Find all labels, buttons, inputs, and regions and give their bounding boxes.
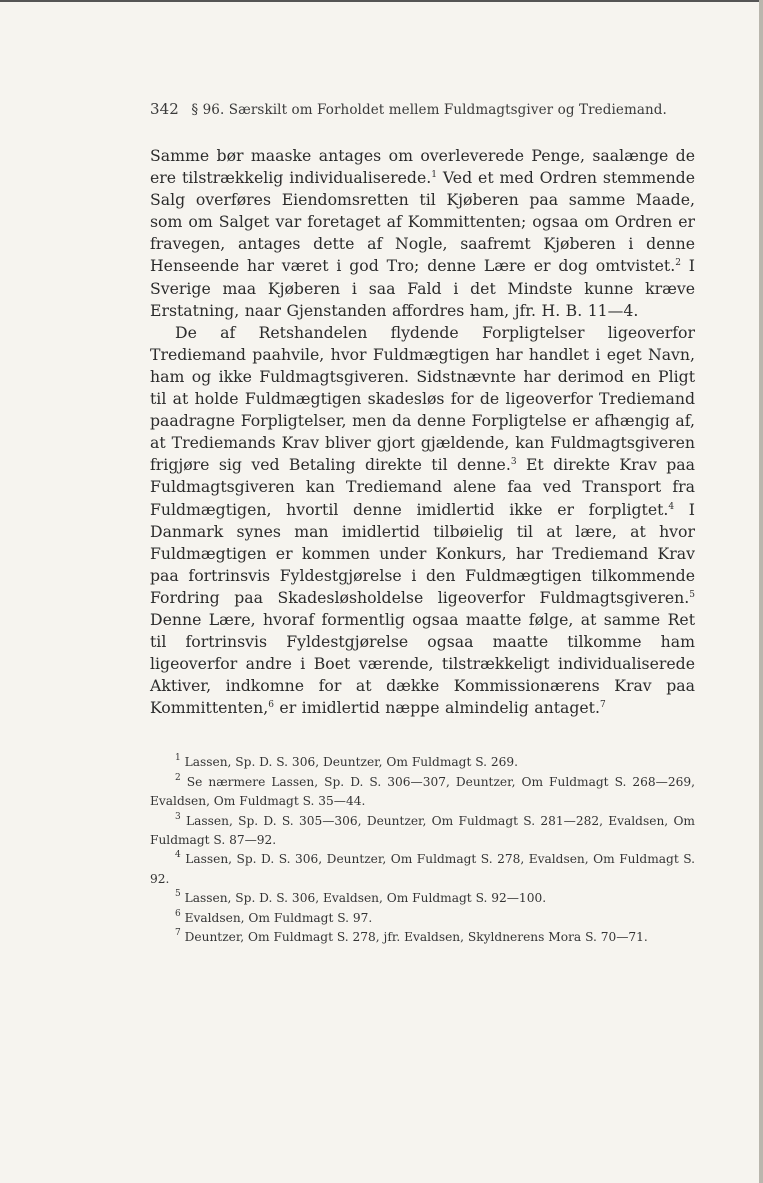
running-header	[150, 100, 695, 122]
text-run: Et direkte Krav paa Fuldmagtsgiveren kan Trediemand alene faa ved Transport fra Fuldmægtigen, hvortil denne imidlertid ikke er forpligtet.	[150, 455, 695, 519]
footnote-marker: 1	[175, 753, 181, 764]
footnote	[150, 812, 695, 851]
footnote-text: Lassen, Sp. D. S. 306, Deuntzer, Om Fuldmagt S. 269.	[184, 755, 519, 770]
footnote-ref: 5	[689, 589, 695, 600]
footnote-marker: 6	[175, 908, 181, 919]
footnote-ref: 7	[599, 700, 606, 711]
footnote-marker: 5	[175, 889, 181, 900]
footnote-text: Evaldsen, Om Fuldmagt S. 97.	[184, 910, 373, 925]
footnote	[150, 889, 695, 908]
text-run: Samme bør maaske antages om overleverede Penge, saalænge de ere tilstrækkelig individualiserede.	[150, 146, 695, 188]
text-run: er imidlertid næppe almindelig antaget.	[273, 698, 600, 718]
footnote	[150, 850, 695, 889]
footnote-text: Deuntzer, Om Fuldmagt S. 278, jfr. Evaldsen, Skyldnerens Mora S. 70—71.	[184, 930, 648, 945]
body-text	[150, 145, 695, 719]
footnote-ref: 2	[675, 258, 681, 269]
footnote-ref: 1	[431, 170, 437, 181]
footnote-text: Lassen, Sp. D. S. 306, Evaldsen, Om Fuldmagt S. 92—100.	[184, 891, 547, 906]
text-run: Denne Lære, hvoraf formentlig ogsaa maatte følge, at samme Ret til fortrinsvis Fyldestgjørelse ogsaa maatte tilkomme ham ligeoverfor andre i Boet værende, tilstrækkeligt individualiserede Aktiver, indkomne for at dække Kommissionærens Krav paa Kommittenten,	[150, 609, 695, 718]
section-title: § 96. Særskilt om Forholdet mellem Fuldmagtsgiver og Trediemand.	[191, 102, 667, 118]
page-edge	[759, 0, 763, 1183]
footnote	[150, 928, 695, 947]
text-run: Ved et med Ordren stemmende Salg overføres Eiendomsretten til Kjøberen paa samme Maade, som om Salget var foretaget af Kommittenten; ogsaa om Ordren er fravegen, antages dette af Nogle, saafremt Kjøberen i denne Henseende har været i god Tro; denne Lære er dog omtvistet.	[150, 168, 695, 276]
footnote-text: Lassen, Sp. D. S. 306, Deuntzer, Om Fuldmagt S. 278, Evaldsen, Om Fuldmagt S. 92.	[150, 852, 696, 886]
book-page	[150, 100, 695, 948]
footnote-marker: 2	[175, 772, 181, 783]
footnote	[150, 753, 695, 772]
paragraph-2	[150, 322, 695, 720]
footnote-marker: 3	[175, 811, 181, 822]
footnotes	[150, 753, 695, 947]
top-edge-rule	[0, 0, 763, 2]
page-number: 342	[150, 100, 179, 118]
footnote-ref: 4	[668, 501, 675, 512]
footnote	[150, 773, 695, 812]
footnote-ref: 6	[268, 700, 274, 711]
text-run: De af Retshandelen flydende Forpligtelser ligeoverfor Trediemand paahvile, hvor Fuldmægtigen har handlet i eget Navn, ham og ikke Fuldmagtsgiveren. Sidstnævnte har derimod en Pligt til at holde Fuldmægtigen skadesløs for de ligeoverfor Trediemand paadragne Forpligtelser, men da denne Forpligtelse er afhængig af, at Trediemands Krav bliver gjort gjældende, kan Fuldmagtsgiveren frigjøre sig ved Betaling direkte til denne.	[150, 322, 695, 475]
text-run: I Danmark synes man imidlertid tilbøielig til at lære, at hvor Fuldmægtigen er kommen under Konkurs, har Trediemand Krav paa fortrinsvis Fyldestgjørelse i den Fuldmægtigen tilkommende Fordring paa Skadesløsholdelse ligeoverfor Fuldmagtsgiveren.	[150, 499, 695, 607]
text-run: I Sverige maa Kjøberen i saa Fald i det Mindste kunne kræve Erstatning, naar Gjenstanden affordres ham, jfr. H. B. 11—4.	[150, 256, 695, 320]
footnote-text: Se nærmere Lassen, Sp. D. S. 306—307, Deuntzer, Om Fuldmagt S. 268—269, Evaldsen, Om Fuldmagt S. 35—44.	[150, 774, 695, 809]
footnote-text: Lassen, Sp. D. S. 305—306, Deuntzer, Om Fuldmagt S. 281—282, Evaldsen, Om Fuldmagt S. 87—92.	[150, 813, 695, 848]
footnote-marker: 7	[175, 928, 181, 939]
paragraph-1	[150, 145, 695, 322]
footnote-marker: 4	[175, 850, 181, 861]
footnote-ref: 3	[510, 457, 517, 468]
footnote	[150, 909, 695, 928]
